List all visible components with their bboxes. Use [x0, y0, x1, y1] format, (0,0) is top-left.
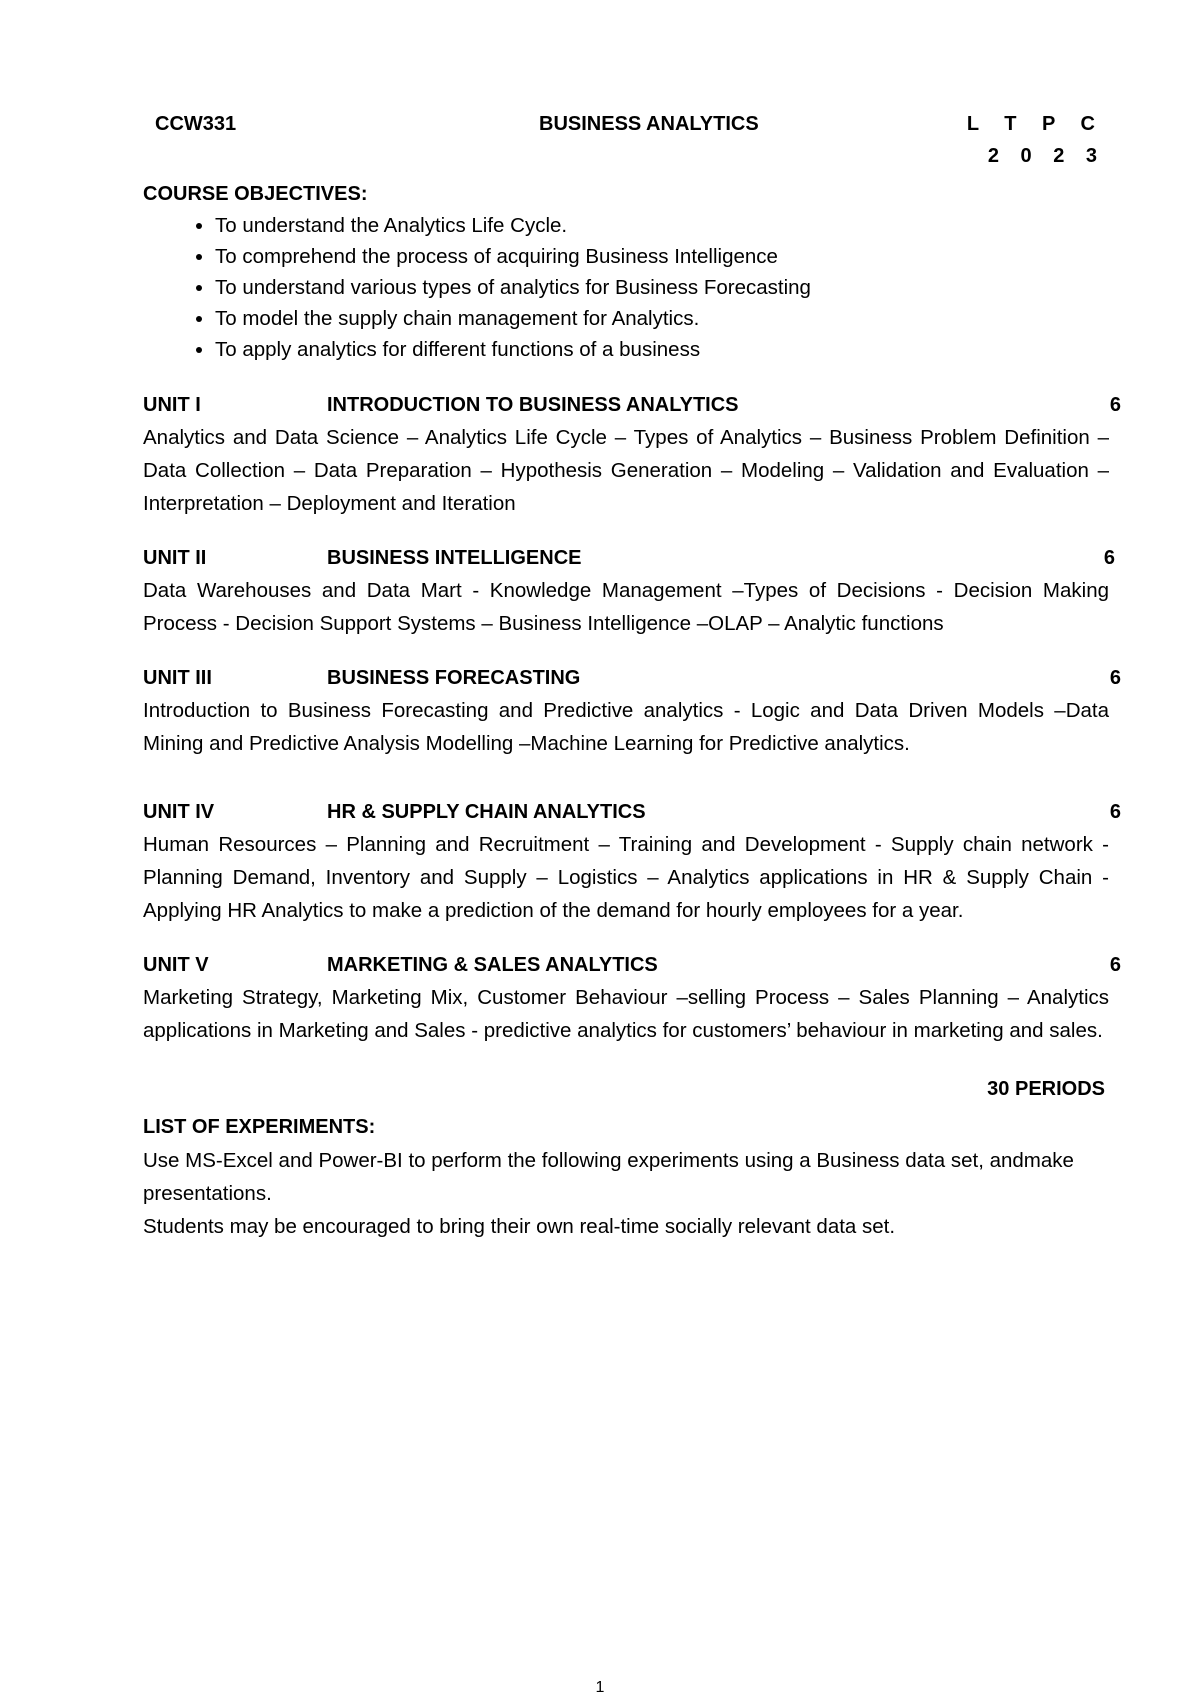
experiments-text: Use MS-Excel and Power-BI to perform the following experiments using a Business data set, andmake presentations.: [143, 1149, 1074, 1205]
unit-2: [143, 542, 1115, 640]
unit-hours: 6: [1103, 547, 1115, 569]
unit-title: INTRODUCTION TO BUSINESS ANALYTICS: [327, 394, 739, 416]
unit-heading: [143, 949, 1121, 981]
unit-3: [143, 662, 1121, 760]
objective-item: • To apply analytics for different functions of a business: [215, 334, 1109, 365]
unit-number: UNIT II: [143, 547, 207, 569]
ltpc-values: 2 0 2 3: [987, 145, 1105, 167]
unit-1: [143, 389, 1121, 520]
page-number: 1: [595, 1679, 605, 1696]
experiments-section: [143, 1111, 1109, 1243]
course-header: [155, 113, 1105, 167]
unit-number: UNIT V: [143, 954, 209, 976]
unit-hours: 6: [1109, 954, 1121, 976]
objective-item: • To model the supply chain management for Analytics.: [215, 303, 1109, 334]
unit-body: Introduction to Business Forecasting and Predictive analytics - Logic and Data Driven Models –Data Mining and Predictive Analysis Modelling –Machine Learning for Predictive analytics.: [143, 699, 1109, 755]
unit-hours: 6: [1109, 801, 1121, 823]
objective-item: • To understand the Analytics Life Cycle.: [215, 210, 1109, 241]
unit-heading: [143, 796, 1121, 828]
unit-number: UNIT I: [143, 394, 201, 416]
unit-heading: [143, 542, 1115, 574]
unit-body: Marketing Strategy, Marketing Mix, Customer Behaviour –selling Process – Sales Planning – Analytics applications in Marketing and Sales - predictive analytics for customers’ behaviour in marketing and sales.: [143, 986, 1109, 1042]
unit-number: UNIT III: [143, 667, 212, 689]
unit-4: [143, 796, 1121, 927]
unit-title: MARKETING & SALES ANALYTICS: [327, 954, 658, 976]
unit-title: HR & SUPPLY CHAIN ANALYTICS: [327, 801, 646, 823]
objective-item: • To understand various types of analytics for Business Forecasting: [215, 272, 1109, 303]
unit-hours: 6: [1109, 667, 1121, 689]
unit-title: BUSINESS FORECASTING: [327, 667, 581, 689]
unit-5: [143, 949, 1121, 1047]
course-title: BUSINESS ANALYTICS: [539, 113, 759, 135]
objectives-list: [143, 210, 1109, 365]
unit-body: Analytics and Data Science – Analytics Life Cycle – Types of Analytics – Business Problem Definition – Data Collection – Data Preparation – Hypothesis Generation – Modeling – Validation and Evaluation – Interpretation – Deployment and Iteration: [143, 426, 1109, 515]
experiments-note: Students may be encouraged to bring their own real-time socially relevant data set.: [143, 1215, 896, 1238]
unit-title: BUSINESS INTELLIGENCE: [327, 547, 582, 569]
objectives-heading: COURSE OBJECTIVES:: [143, 183, 368, 205]
unit-hours: 6: [1109, 394, 1121, 416]
course-code: CCW331: [155, 113, 237, 135]
unit-heading: [143, 662, 1121, 694]
objective-item: • To comprehend the process of acquiring Business Intelligence: [215, 241, 1109, 272]
total-periods: 30 PERIODS: [987, 1078, 1105, 1100]
unit-number: UNIT IV: [143, 801, 215, 823]
syllabus-content: [143, 178, 1121, 1243]
unit-body: Human Resources – Planning and Recruitment – Training and Development - Supply chain network - Planning Demand, Inventory and Supply – Logistics – Analytics applications in HR & Supply Chain - Applying HR Analytics to make a prediction of the demand for hourly employees for a year.: [143, 833, 1109, 922]
unit-body: Data Warehouses and Data Mart - Knowledge Management –Types of Decisions - Decision Making Process - Decision Support Systems – Business Intelligence –OLAP – Analytic functions: [143, 579, 1109, 635]
experiments-heading: LIST OF EXPERIMENTS:: [143, 1116, 376, 1138]
ltpc-labels: L T P C: [966, 113, 1105, 135]
unit-heading: [143, 389, 1121, 421]
